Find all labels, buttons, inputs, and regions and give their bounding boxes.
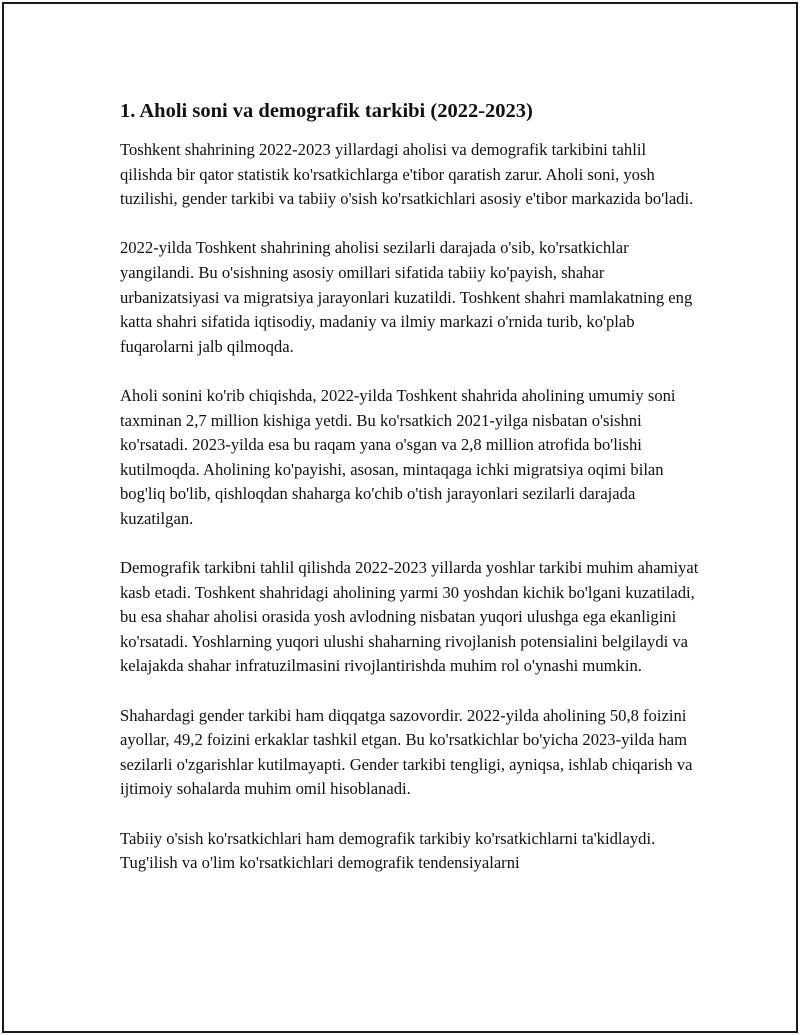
paragraph-intro: Toshkent shahrining 2022-2023 yillardagi aholisi va demografik tarkibini tahlil qilishda bir qator statistik ko'rsatkichlarga e'tibor qaratish zarur. Aholi soni, yosh tuzilishi, gender tarkibi va tabiiy o'sish ko'rsatkichlari asosiy e'tibor markazida bo'ladi. [120,140,694,209]
paragraph-growth-2022: 2022-yilda Toshkent shahrining aholisi sezilarli darajada o'sib, ko'rsatkichlar yangilandi. Bu o'sishning asosiy omillari sifatida tabiiy ko'payish, shahar urbanizatsiyasi va migratsiya jarayonlari kuzatildi. Toshkent shahri mamlakatning eng katta shahri sifatida iqtisodiy, madaniy va ilmiy markazi o'rnida turib, ko'plab fuqarolarni jalb qilmoqda. [120,238,693,356]
document-body [120,98,700,900]
paragraph-natural-growth: Tabiiy o'sish ko'rsatkichlari ham demografik tarkibiy ko'rsatkichlarni ta'kidlaydi. Tug'ilish va o'lim ko'rsatkichlari demografik tendensiyalarni [120,828,656,873]
paragraph-youth-structure: Demografik tarkibni tahlil qilishda 2022-2023 yillarda yoshlar tarkibi muhim ahamiyat kasb etadi. Toshkent shahridagi aholining yarmi 30 yoshdan kichik bo'lgani kuzatiladi, bu esa shahar aholisi orasida yosh avlodning nisbatan yuqori ulushga ega ekanligini ko'rsatadi. Yoshlarning yuqori ulushi shaharning rivojlanish potensialini belgilaydi va kelajakda shahar infratuzilmasini rivojlantirishda muhim rol o'ynashi mumkin. [120,558,699,676]
paragraph-population-count: Aholi sonini ko'rib chiqishda, 2022-yilda Toshkent shahrida aholining umumiy soni taxminan 2,7 million kishiga yetdi. Bu ko'rsatkich 2021-yilga nisbatan o'sishni ko'rsatadi. 2023-yilda esa bu raqam yana o'sgan va 2,8 million atrofida bo'lishi kutilmoqda. Aholining ko'payishi, asosan, mintaqaga ichki migratsiya oqimi bilan bog'liq bo'lib, qishloqdan shaharga ko'chib o'tish jarayonlari sezilarli darajada kuzatilgan. [120,385,676,528]
document-page [2,2,798,1033]
paragraph-gender-structure: Shahardagi gender tarkibi ham diqqatga sazovordir. 2022-yilda aholining 50,8 foizini ayollar, 49,2 foizini erkaklar tashkil etgan. Bu ko'rsatkichlar bo'yicha 2023-yilda ham sezilarli o'zgarishlar kutilmayapti. Gender tarkibi tengligi, ayniqsa, ishlab chiqarish va ijtimoiy sohalarda muhim omil hisoblanadi. [120,705,693,799]
section-heading: 1. Aholi soni va demografik tarkibi (2022-2023) [120,100,533,122]
